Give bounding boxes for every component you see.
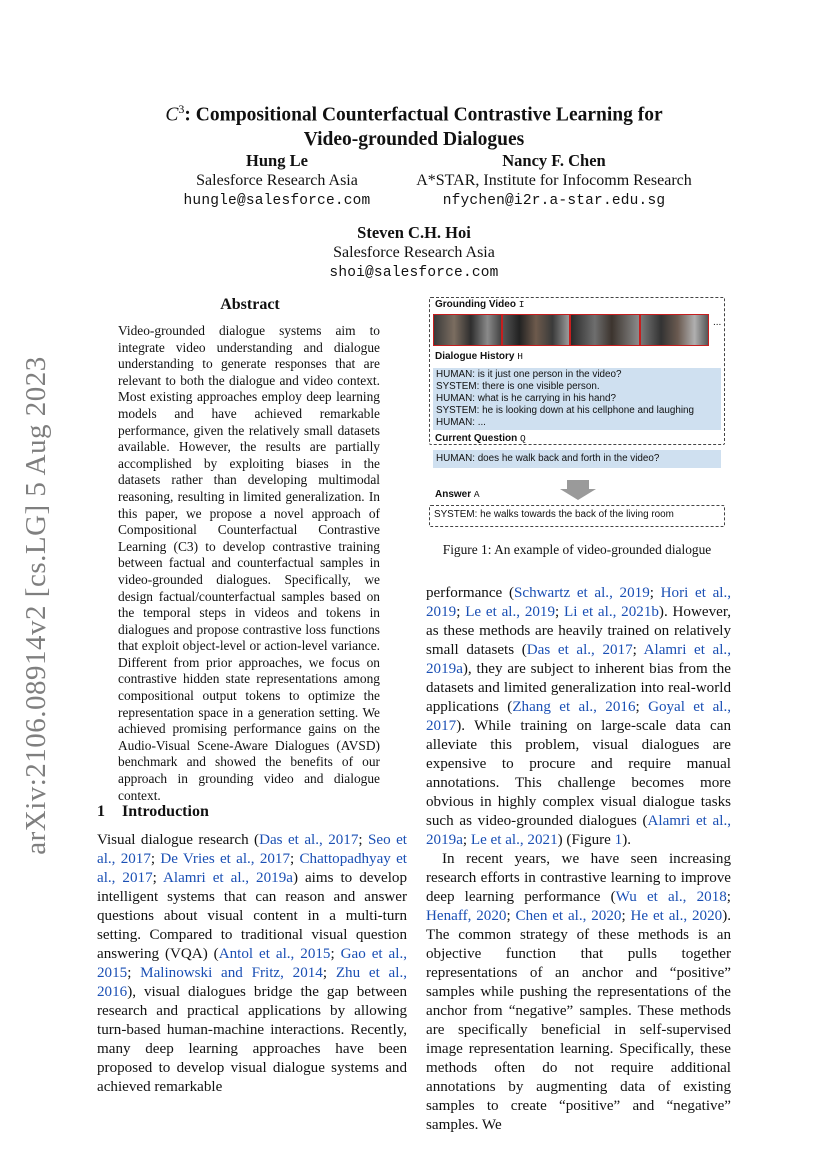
citation-link[interactable]: Goyal et al., 2017	[426, 699, 732, 734]
body-text: ;	[621, 908, 631, 924]
citation-link[interactable]: Schwartz et al., 2019	[513, 585, 650, 601]
body-text: In recent years, we have seen increasing research efforts in contrastive learning to improve deep learning performance (	[426, 851, 731, 905]
history-line: SYSTEM: there is one visible person.	[436, 381, 600, 393]
figure-caption: Figure 1: An example of video-grounded dialogue	[442, 542, 712, 557]
current-question-panel	[433, 450, 721, 468]
video-frame	[433, 314, 502, 346]
video-frames	[433, 314, 709, 346]
history-line: HUMAN: what is he carrying in his hand?	[436, 393, 617, 405]
body-text: ). The common strategy of these methods is an objective function that pulls together representations of an anchor and “positive” samples while pushing the representations of the anchor from “negative” samples. These methods are specifically beneficial in self-supervised image representation learning. Specifically, these methods often do not require additional annotations by augmenting data of existing samples to create “positive” and “negative” samples. We	[426, 908, 731, 1133]
citation-link[interactable]: Chattopadhyay et al., 2017	[97, 851, 407, 886]
body-text: ;	[456, 604, 466, 620]
author-email[interactable]: hungle@salesforce.com	[183, 193, 371, 209]
history-label: Dialogue History H	[435, 351, 523, 362]
down-arrow-icon	[558, 480, 598, 500]
body-text: ;	[330, 946, 341, 962]
body-text: ;	[555, 604, 565, 620]
video-label: Grounding Video I	[435, 299, 525, 310]
author-email[interactable]: nfychen@i2r.a-star.edu.sg	[442, 193, 666, 209]
section-number: 1	[97, 803, 105, 820]
author-name: Nancy F. Chen	[502, 151, 606, 170]
citation-link[interactable]: 1	[614, 832, 623, 848]
answer-text: SYSTEM: he walks towards the back of the living room	[434, 509, 674, 520]
body-text: ;	[726, 889, 731, 905]
history-line: HUMAN: is it just one person in the video?	[436, 369, 622, 380]
body-text: ;	[322, 965, 336, 981]
body-text: ).	[622, 832, 631, 848]
intro-left-column	[97, 831, 407, 1097]
body-text: ;	[506, 908, 516, 924]
citation-link[interactable]: Wu et al., 2018	[615, 889, 727, 905]
title-symbol-sup: 3	[178, 102, 185, 116]
body-text: ;	[462, 832, 471, 848]
body-text: performance (	[426, 585, 514, 601]
section-heading	[97, 803, 209, 821]
author-name: Hung Le	[246, 151, 308, 170]
body-text: ). However, as these methods are heavily trained on relatively small datasets (	[426, 604, 732, 658]
citation-link[interactable]: He et al., 2020	[630, 908, 723, 924]
author-affiliation: Salesforce Research Asia	[333, 244, 495, 261]
history-line: SYSTEM: he is looking down at his cellphone and laughing	[436, 405, 695, 417]
citation-link[interactable]: Le et al., 2019	[465, 604, 556, 620]
section-title: Introduction	[122, 803, 209, 820]
citation-link[interactable]: Seo et al., 2017	[97, 832, 408, 867]
body-text: ), they are subject to inherent bias from the datasets and limited generalization into real-world applications (	[426, 661, 731, 715]
intro-right-column	[426, 584, 731, 1135]
citation-link[interactable]: Gao et al., 2015	[97, 946, 407, 981]
title-line1: : Compositional Counterfactual Contrastive Learning for	[184, 104, 663, 126]
body-text: Visual dialogue research (	[97, 832, 260, 848]
question-label: Current Question Q	[435, 433, 526, 444]
figure-1	[427, 297, 725, 527]
citation-link[interactable]: Henaff, 2020	[426, 908, 507, 924]
body-text: ) (Figure	[557, 832, 615, 848]
intro-paragraph-3	[426, 850, 731, 1135]
body-text: ;	[635, 699, 649, 715]
author-block-2	[400, 151, 708, 211]
citation-link[interactable]: Alamri et al., 2019a	[426, 642, 731, 677]
video-frame	[502, 314, 570, 346]
citation-link[interactable]: Zhang et al., 2016	[512, 699, 636, 715]
video-frame	[640, 314, 709, 346]
video-frame	[570, 314, 640, 346]
citation-link[interactable]: Chen et al., 2020	[515, 908, 622, 924]
ellipsis: ...	[713, 317, 722, 328]
author-block-1	[137, 151, 417, 211]
arxiv-stamp	[14, 355, 58, 855]
intro-paragraph-2	[426, 584, 731, 850]
body-text: ). While training on large-scale data can alleviate this problem, visual dialogues are expensive to procure and require manual annotations. This challenge becomes more obvious in highly complex visual dialogue tasks such as video-grounded dialogues (	[426, 718, 731, 829]
question-text: HUMAN: does he walk back and forth in the video?	[436, 453, 660, 464]
answer-dashed-box	[429, 505, 725, 527]
citation-link[interactable]: Hori et al., 2019	[426, 585, 732, 620]
citation-link[interactable]: Malinowski and Fritz, 2014	[140, 965, 323, 981]
body-text: ;	[649, 585, 661, 601]
citation-link[interactable]: Alamri et al., 2019a	[162, 870, 293, 886]
citation-link[interactable]: Das et al., 2017	[259, 832, 359, 848]
citation-link[interactable]: Le et al., 2021	[470, 832, 558, 848]
history-line: HUMAN: ...	[436, 417, 486, 429]
abstract-heading: Abstract	[220, 296, 280, 313]
body-text: ) aims to develop intelligent systems that can reason and answer questions about visual content in a multi-turn setting. Compared to traditional visual question answering (VQA) (	[97, 870, 407, 962]
paper-title	[100, 97, 728, 152]
arxiv-id: arXiv:2106.08914v2 [cs.LG] 5 Aug 2023	[19, 355, 52, 855]
body-text: ;	[290, 851, 300, 867]
citation-link[interactable]: Antol et al., 2015	[218, 946, 331, 962]
body-text: ;	[358, 832, 369, 848]
body-text: ), visual dialogues bridge the gap between research and practical applications by allowing turn-based human-machine interactions. Recently, many deep learning approaches have been proposed to develop visual dialogue systems and achieved remarkable	[97, 984, 407, 1095]
author-email[interactable]: shoi@salesforce.com	[329, 265, 499, 281]
citation-link[interactable]: Das et al., 2017	[526, 642, 633, 658]
author-affiliation: Salesforce Research Asia	[196, 172, 358, 189]
answer-label: Answer A	[435, 489, 480, 500]
author-affiliation: A*STAR, Institute for Infocomm Research	[416, 172, 692, 189]
dialogue-history-panel	[433, 368, 721, 430]
body-text: ;	[127, 965, 141, 981]
citation-link[interactable]: De Vries et al., 2017	[160, 851, 291, 867]
citation-link[interactable]: Zhu et al., 2016	[97, 965, 407, 1000]
citation-link[interactable]: Alamri et al., 2019a	[426, 813, 731, 848]
title-symbol: C	[165, 104, 179, 126]
abstract-text: Video-grounded dialogue systems aim to integrate video understanding and dialogue understanding to generate responses that are relevant to both the dialogue and video context. Most existing approaches employ deep learning models and have achieved remarkable performance, given the relatively small datasets available. However, the results are partially accomplished by exploiting biases in the datasets rather than developing multimodal reasoning, resulting in limited generalization. In this paper, we propose a novel approach of Compositional Counterfactual Contrastive Learning (C3) to develop contrastive training between factual and counterfactual samples in video-grounded dialogues. Specifically, we design factual/counterfactual samples based on the temporal steps in videos and tokens in dialogues and propose contrastive loss functions that exploit object-level or action-level variance. Different from prior approaches, we focus on contrastive hidden state representations among compositional output tokens to optimize the representation space in a generation setting. We achieved promising performance gains on the Audio-Visual Scene-Aware Dialogues (AVSD) benchmark and showed the benefits of our approach in grounding video and dialogue context.	[118, 323, 380, 803]
body-text: ;	[152, 870, 163, 886]
body-text: ;	[632, 642, 644, 658]
author-name: Steven C.H. Hoi	[357, 223, 471, 242]
title-line2: Video-grounded Dialogues	[303, 128, 525, 150]
intro-paragraph-1	[97, 831, 407, 1097]
author-block-3	[264, 223, 564, 283]
body-text: ;	[150, 851, 161, 867]
citation-link[interactable]: Li et al., 2021b	[564, 604, 659, 620]
